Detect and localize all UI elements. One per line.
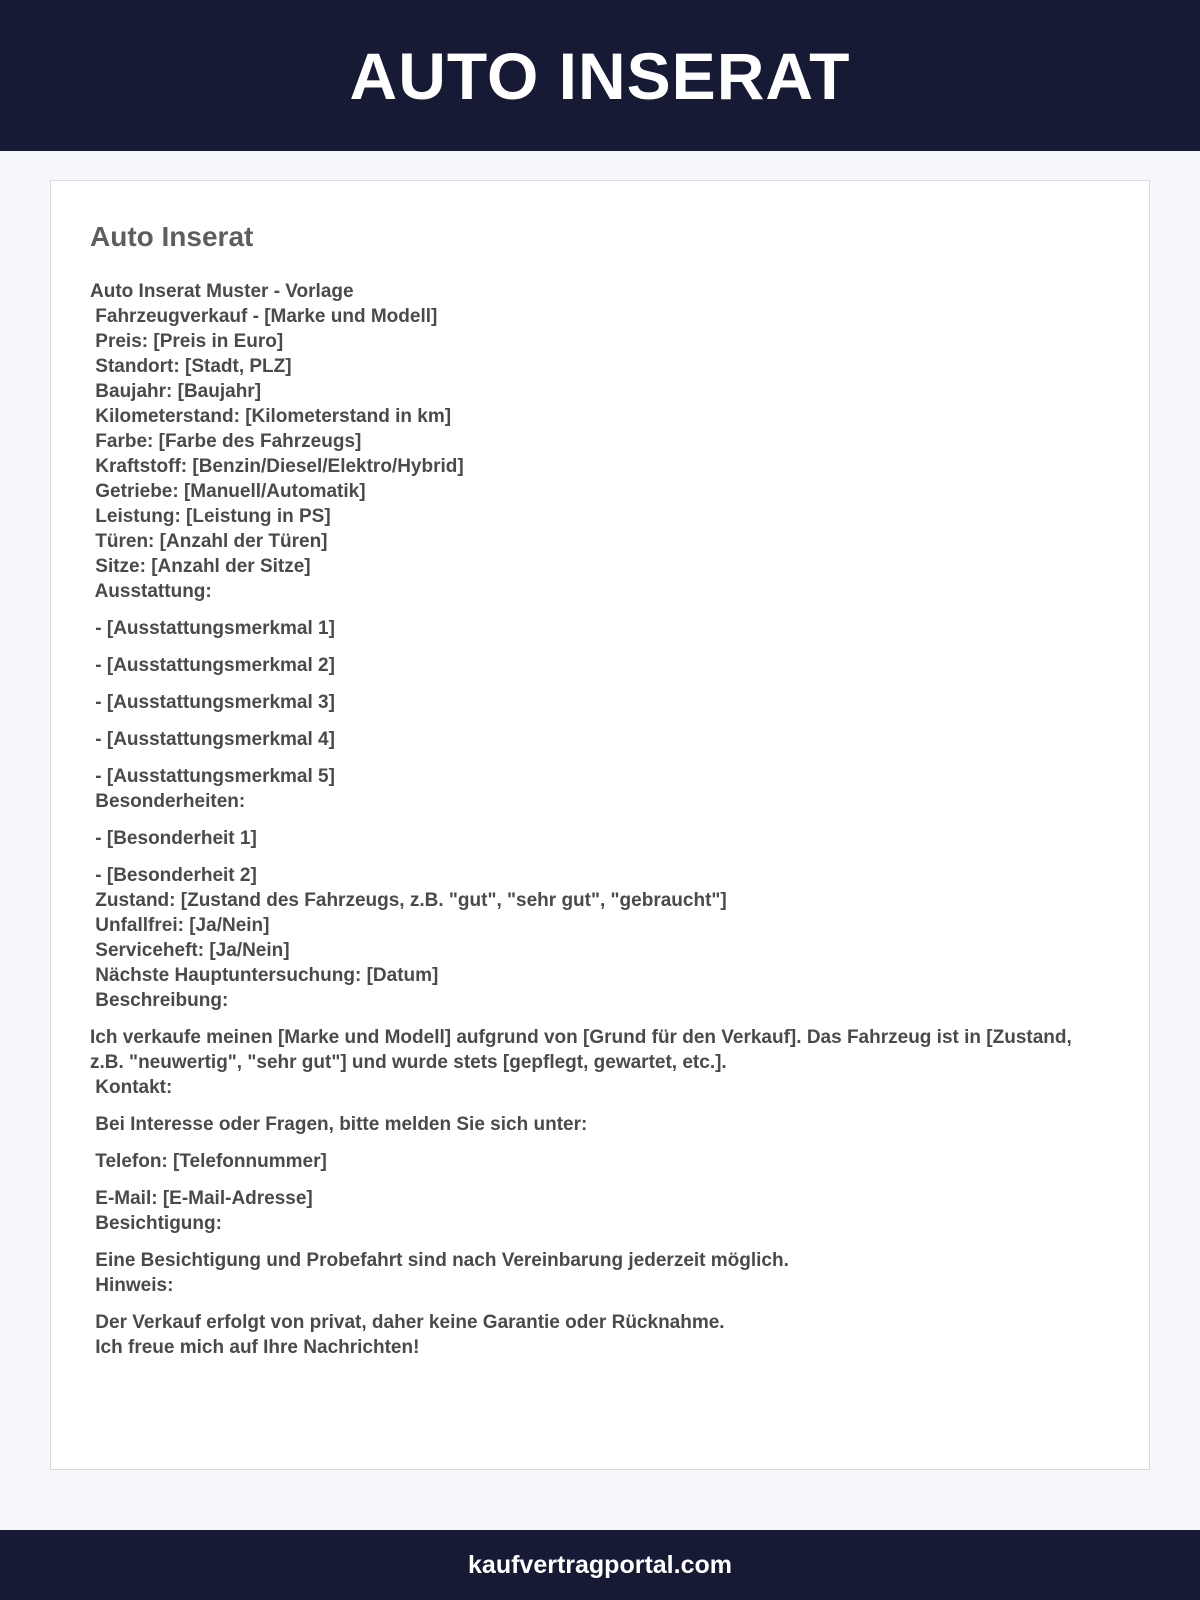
contact-intro: Bei Interesse oder Fragen, bitte melden Sie sich unter: bbox=[90, 1114, 588, 1135]
transmission-line: Getriebe: [Manuell/Automatik] bbox=[90, 481, 366, 502]
accident-free-line: Unfallfrei: [Ja/Nein] bbox=[90, 915, 270, 936]
features-heading: Besonderheiten: bbox=[90, 791, 246, 812]
equipment-item: - [Ausstattungsmerkmal 5] bbox=[90, 766, 335, 787]
footer-banner bbox=[0, 1530, 1200, 1600]
document-body bbox=[90, 219, 1110, 1360]
condition-line: Zustand: [Zustand des Fahrzeugs, z.B. "gut", "sehr gut", "gebraucht"] bbox=[90, 890, 727, 911]
mileage-line: Kilometerstand: [Kilometerstand in km] bbox=[90, 406, 452, 427]
document-title: Auto Inserat bbox=[90, 221, 254, 252]
seats-line: Sitze: [Anzahl der Sitze] bbox=[90, 556, 311, 577]
equipment-item: - [Ausstattungsmerkmal 3] bbox=[90, 692, 335, 713]
equipment-item: - [Ausstattungsmerkmal 2] bbox=[90, 655, 335, 676]
color-line: Farbe: [Farbe des Fahrzeugs] bbox=[90, 431, 362, 452]
document-text bbox=[90, 279, 1110, 1360]
doors-line: Türen: [Anzahl der Türen] bbox=[90, 531, 328, 552]
template-heading: Auto Inserat Muster - Vorlage bbox=[90, 281, 354, 302]
description-heading: Beschreibung: bbox=[90, 990, 229, 1011]
price-line: Preis: [Preis in Euro] bbox=[90, 331, 284, 352]
location-line: Standort: [Stadt, PLZ] bbox=[90, 356, 292, 377]
note-text: Der Verkauf erfolgt von privat, daher keine Garantie oder Rücknahme. bbox=[90, 1312, 725, 1333]
viewing-text: Eine Besichtigung und Probefahrt sind nach Vereinbarung jederzeit möglich. bbox=[90, 1250, 789, 1271]
footer-site-name: kaufvertragportal.com bbox=[468, 1550, 732, 1579]
header-banner bbox=[0, 0, 1200, 151]
phone-line: Telefon: [Telefonnummer] bbox=[90, 1151, 327, 1172]
fuel-line: Kraftstoff: [Benzin/Diesel/Elektro/Hybrid] bbox=[90, 456, 464, 477]
inspection-line: Nächste Hauptuntersuchung: [Datum] bbox=[90, 965, 439, 986]
closing-line: Ich freue mich auf Ihre Nachrichten! bbox=[90, 1337, 420, 1358]
email-line: E-Mail: [E-Mail-Adresse] bbox=[90, 1188, 313, 1209]
equipment-item: - [Ausstattungsmerkmal 4] bbox=[90, 729, 335, 750]
equipment-item: - [Ausstattungsmerkmal 1] bbox=[90, 618, 335, 639]
feature-item: - [Besonderheit 1] bbox=[90, 828, 257, 849]
contact-heading: Kontakt: bbox=[90, 1077, 173, 1098]
year-line: Baujahr: [Baujahr] bbox=[90, 381, 262, 402]
equipment-heading: Ausstattung: bbox=[90, 581, 212, 602]
document-card bbox=[50, 180, 1150, 1470]
service-book-line: Serviceheft: [Ja/Nein] bbox=[90, 940, 290, 961]
description-paragraph: Ich verkaufe meinen [Marke und Modell] aufgrund von [Grund für den Verkauf]. Das Fahrzeug ist in [Zustand, z.B. "neuwertig", "sehr gut"] und wurde stets [gepflegt, gewartet, etc.]. bbox=[90, 1027, 1072, 1073]
vehicle-sale-line: Fahrzeugverkauf - [Marke und Modell] bbox=[90, 306, 438, 327]
feature-item: - [Besonderheit 2] bbox=[90, 865, 257, 886]
page-title: AUTO INSERAT bbox=[349, 38, 851, 113]
power-line: Leistung: [Leistung in PS] bbox=[90, 506, 331, 527]
note-heading: Hinweis: bbox=[90, 1275, 174, 1296]
viewing-heading: Besichtigung: bbox=[90, 1213, 222, 1234]
